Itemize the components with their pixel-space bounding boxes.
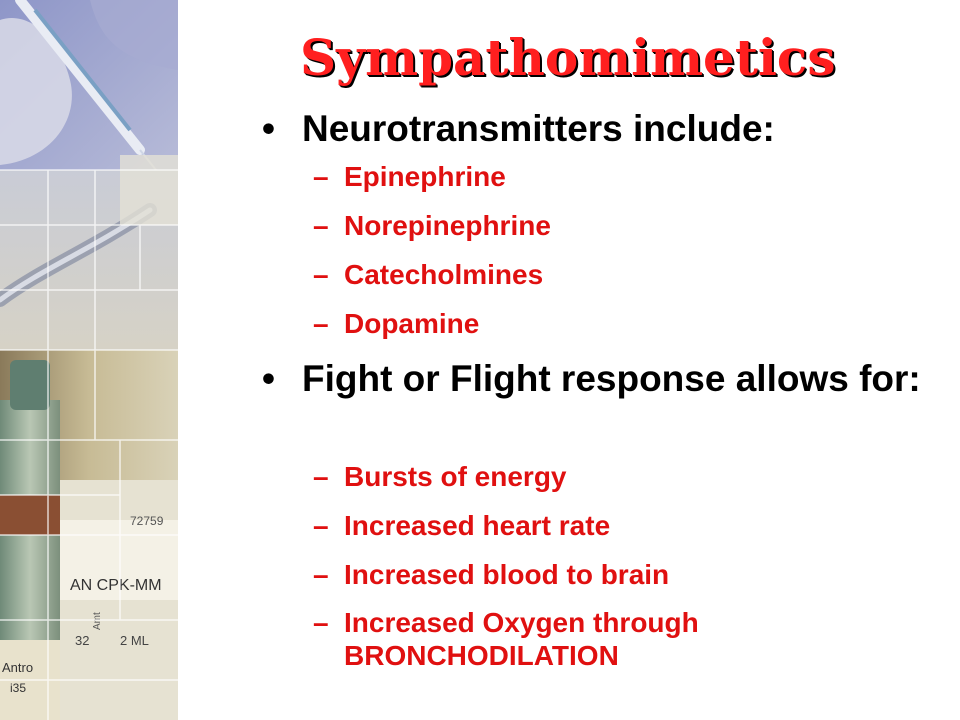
sub-item [313,258,953,291]
sub-item [313,460,953,493]
bullet-fight-or-flight [262,358,952,400]
dash-icon: – [313,607,329,638]
sub-item [313,209,953,242]
bullet-dot-icon: • [262,358,275,399]
vial-side-text: Amt [92,612,103,630]
dash-icon: – [313,210,329,241]
bottle-label-text: Antro [2,660,34,675]
vial-code-text: 72759 [130,514,164,528]
sub-item [313,509,953,542]
sub-item-text: Increased blood to brain [344,559,670,590]
sub-item [313,307,953,340]
dash-icon: – [313,259,329,290]
dash-icon: – [313,161,329,192]
medical-photo-illustration [0,0,178,720]
vial-volume-text: 2 ML [120,633,149,648]
side-photo-strip [0,0,178,720]
sub-item [313,606,953,672]
sub-item-text: Increased Oxygen through BRONCHODILATION [344,607,699,671]
bullet-dot-icon: • [262,108,275,149]
vial-number-text: 32 [75,633,90,648]
vial-label-text: AN CPK-MM [70,577,162,594]
dash-icon: – [313,559,329,590]
sub-item-text: Increased heart rate [344,510,611,541]
sub-item [313,558,953,591]
dash-icon: – [313,510,329,541]
sub-item-text: Norepinephrine [344,210,551,241]
sub-item-text: Bursts of energy [344,461,567,492]
bullet-text: Fight or Flight response allows for: [302,358,921,399]
sub-item-text: Dopamine [344,308,480,339]
dash-icon: – [313,308,329,339]
bottle-number-text: i35 [10,681,27,695]
bullet-text: Neurotransmitters include: [302,108,775,149]
sub-item [313,160,953,193]
slide-title: Sympathomimetics [300,28,836,87]
sub-item-text: Catecholmines [344,259,544,290]
sub-item-text: Epinephrine [344,161,506,192]
dash-icon: – [313,461,329,492]
bullet-neurotransmitters [262,108,952,150]
